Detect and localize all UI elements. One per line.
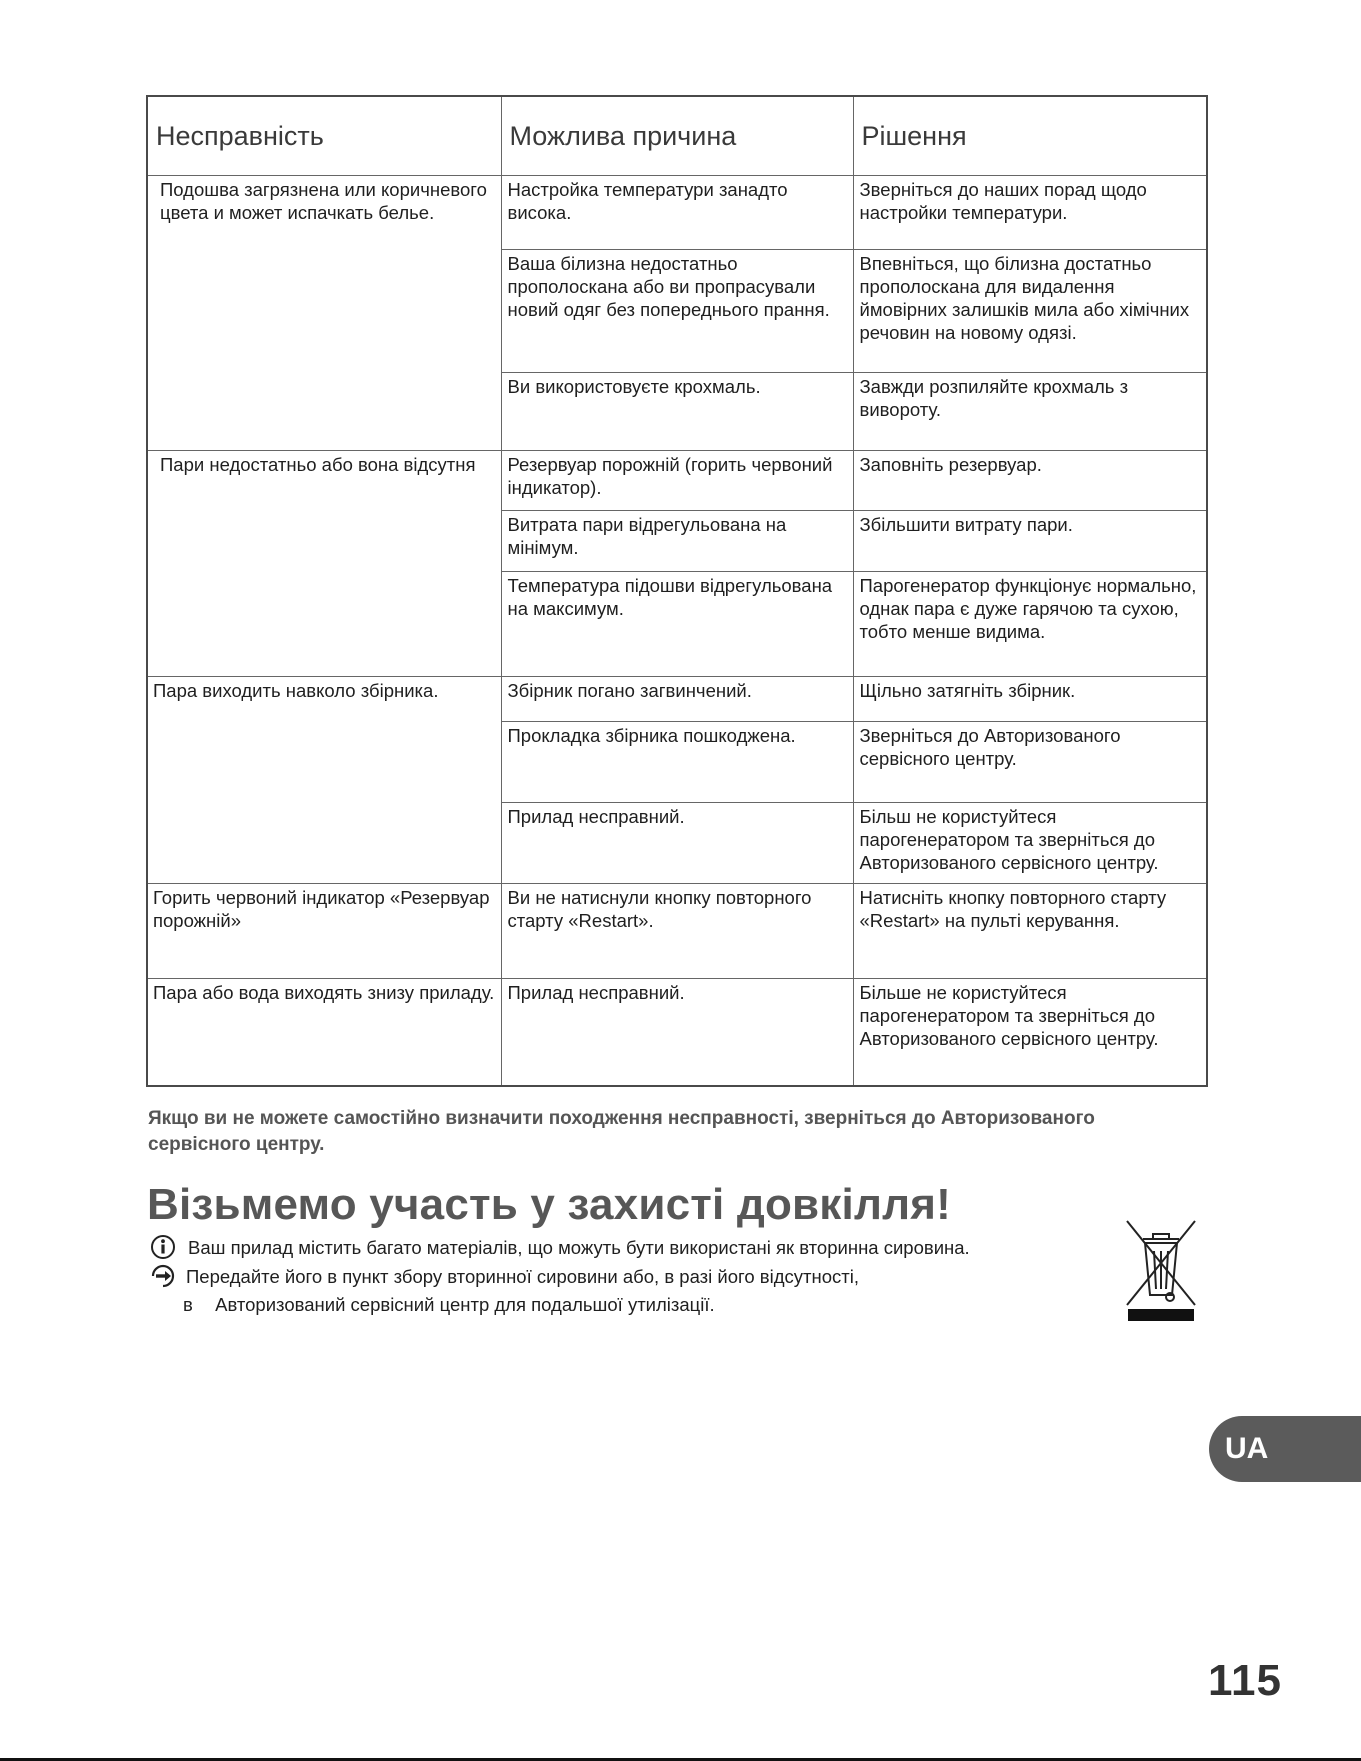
- cause-cell: Витрата пари відрегульована на мінімум.: [501, 511, 853, 572]
- solution-cell: Натисніть кнопку повторного старту «Restart» на пульті керування.: [853, 884, 1206, 979]
- eco-line-service: [183, 1293, 715, 1317]
- language-badge: UA: [1209, 1416, 1361, 1482]
- table-row: [148, 884, 1206, 979]
- solution-cell: Більш не користуйтеся парогенератором та зверніться до Авторизованого сервісного центру.: [853, 803, 1206, 884]
- eco-text-service: Авторизований сервісний центр для подальшої утилізації.: [215, 1294, 715, 1315]
- solution-cell: Заповніть резервуар.: [853, 451, 1206, 511]
- eco-line-collection: [150, 1265, 859, 1289]
- table-row: [148, 176, 1206, 250]
- cause-cell: Прокладка збірника пошкоджена.: [501, 722, 853, 803]
- eco-text-materials: Ваш прилад містить багато матеріалів, що можуть бути використані як вторинна сировина.: [188, 1237, 970, 1258]
- eco-line-materials: [150, 1236, 970, 1260]
- solution-cell: Зверніться до Авторизованого сервісного центру.: [853, 722, 1206, 803]
- solution-cell: Впевніться, що білизна достатньо прополоскана для видалення ймовірних залишків мила або хімічних речовин на новому одязі.: [853, 250, 1206, 373]
- solution-cell: Збільшити витрату пари.: [853, 511, 1206, 572]
- cause-cell: Прилад несправний.: [501, 979, 853, 1085]
- info-icon: [150, 1234, 176, 1260]
- cause-cell: Ваша білизна недостатньо прополоскана або ви пропрасували новий одяг без попереднього прання.: [501, 250, 853, 373]
- cause-cell: Резервуар порожній (горить червоний індикатор).: [501, 451, 853, 511]
- solution-cell: Більше не користуйтеся парогенератором та зверніться до Авторизованого сервісного центру.: [853, 979, 1206, 1085]
- table-row: [148, 451, 1206, 511]
- eco-text-prefix: в: [183, 1294, 193, 1315]
- fault-cell: Пара виходить навколо збірника.: [148, 677, 501, 884]
- troubleshooting-table: [146, 95, 1208, 1087]
- cause-cell: Ви не натиснули кнопку повторного старту «Restart».: [501, 884, 853, 979]
- troubleshooting-grid: [148, 97, 1206, 1085]
- cause-cell: Температура підошви відрегульована на максимум.: [501, 572, 853, 677]
- table-header-row: [148, 97, 1206, 176]
- crossed-out-bin-icon: [1123, 1217, 1199, 1328]
- header-cause: Можлива причина: [501, 97, 853, 176]
- header-solution: Рішення: [853, 97, 1206, 176]
- cause-cell: Прилад несправний.: [501, 803, 853, 884]
- eco-title: Візьмемо участь у захисті довкілля!: [147, 1180, 951, 1229]
- cause-cell: Настройка температури занадто висока.: [501, 176, 853, 250]
- solution-cell: Парогенератор функціонує нормально, однак пара є дуже гарячою та сухою, тобто менше видима.: [853, 572, 1206, 677]
- fault-cell: Пара або вода виходять знизу приладу.: [148, 979, 501, 1085]
- solution-cell: Зверніться до наших порад щодо настройки температури.: [853, 176, 1206, 250]
- arrow-right-icon: [150, 1263, 176, 1289]
- service-notice: Якщо ви не можете самостійно визначити походження несправності, зверніться до Авторизованого сервісного центру.: [148, 1108, 1095, 1155]
- header-fault: Несправність: [148, 97, 501, 176]
- cause-cell: Збірник погано загвинчений.: [501, 677, 853, 722]
- page-number: 115: [1208, 1656, 1282, 1705]
- fault-cell: Пари недостатньо або вона відсутня: [148, 451, 501, 677]
- cause-cell: Ви використовуєте крохмаль.: [501, 373, 853, 451]
- fault-cell: Горить червоний індикатор «Резервуар порожній»: [148, 884, 501, 979]
- solution-cell: Щільно затягніть збірник.: [853, 677, 1206, 722]
- table-row: [148, 979, 1206, 1085]
- eco-text-collection: Передайте його в пункт збору вторинної сировини або, в разі його відсутності,: [186, 1266, 859, 1287]
- fault-cell: Подошва загрязнена или коричневого цвета и может испачкать белье.: [160, 179, 487, 223]
- solution-cell: Завжди розпиляйте крохмаль з вивороту.: [853, 373, 1206, 451]
- table-row: [148, 677, 1206, 722]
